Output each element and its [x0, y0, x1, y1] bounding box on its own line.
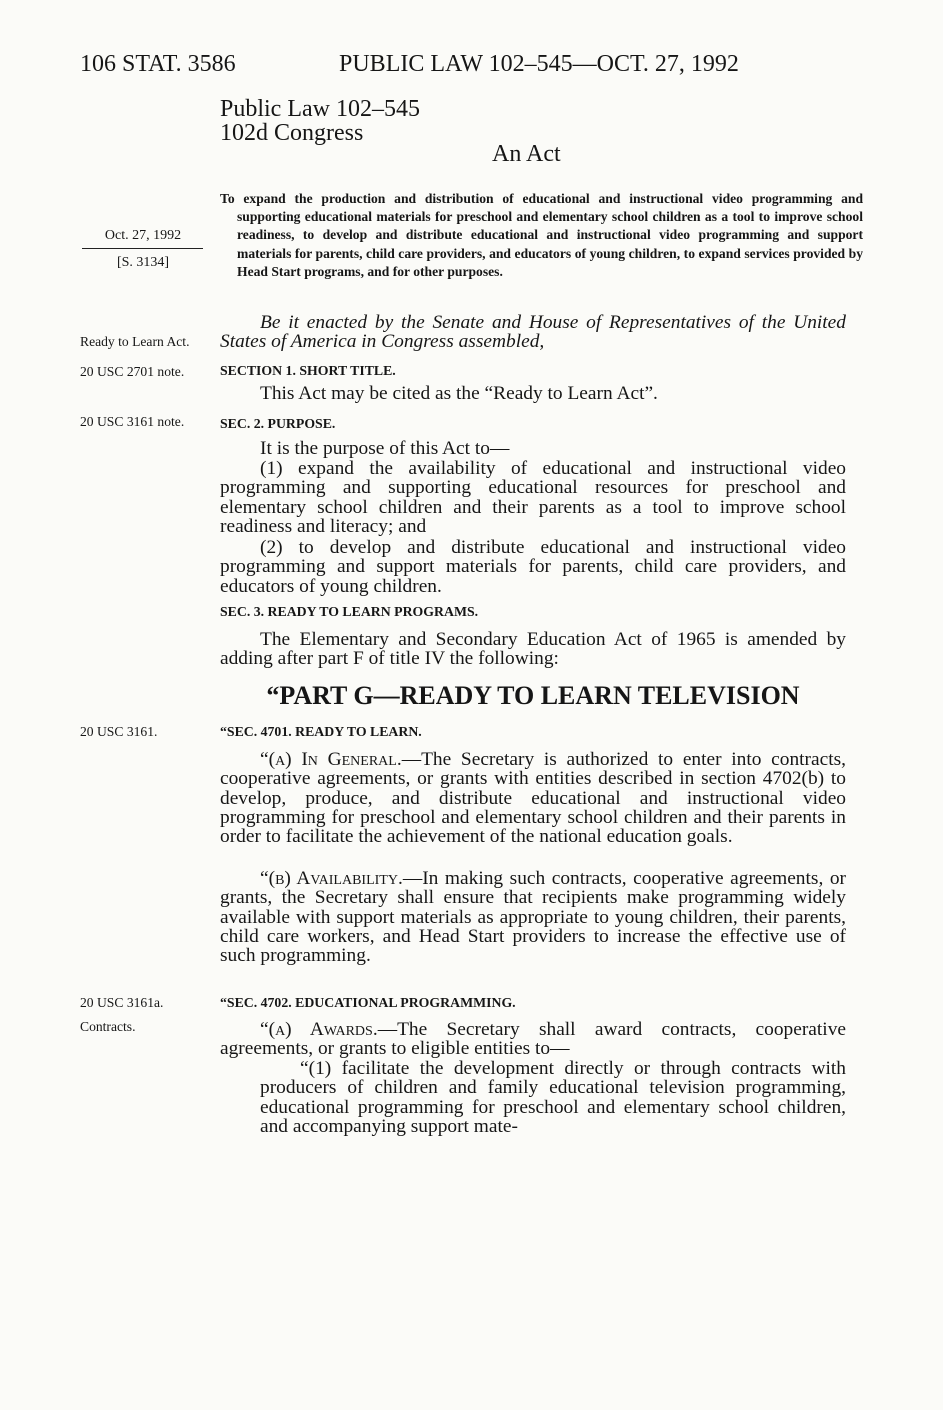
section-2-item-1: (1) expand the availability of educational and instructional video programming and supporting educational resources for preschool and elementary school children and their parents as a tool to improve school readiness and literacy; and	[220, 458, 846, 537]
section-1-heading: SECTION 1. SHORT TITLE.	[220, 363, 396, 378]
section-2-heading: SEC. 2. PURPOSE.	[220, 416, 336, 431]
section-1-text: This Act may be cited as the “Ready to Learn Act”.	[260, 383, 658, 404]
section-4701-a	[220, 750, 846, 846]
margin-note-ready-to-learn: Ready to Learn Act.	[80, 334, 190, 349]
section-4701-b	[220, 869, 846, 965]
section-4702-a	[220, 1020, 846, 1059]
part-g-title: “PART G—READY TO LEARN TELEVISION	[266, 681, 800, 710]
section-4702-a-label: “(a) Awards.	[260, 1019, 378, 1040]
section-2-intro: It is the purpose of this Act to—	[260, 438, 510, 459]
long-title: To expand the production and distribution of educational and instructional video programming and supporting educational materials for preschool and elementary school children as a tool to improve school readiness, to develop and distribute educational and instructional video programming and support materials for parents, child care providers, and educators of young children, to expand services provided by Head Start programs, and for other purposes.	[220, 191, 863, 279]
margin-note-contracts: Contracts.	[80, 1019, 136, 1034]
margin-rule	[82, 248, 203, 249]
section-3-heading: SEC. 3. READY TO LEARN PROGRAMS.	[220, 604, 479, 619]
congress-label: 102d Congress	[220, 120, 364, 146]
section-4701-heading: “SEC. 4701. READY TO LEARN.	[220, 724, 422, 739]
section-4702-a-text: —The Secretary shall award contracts, cooperative agreements, or grants to eligible entities to—	[220, 1019, 846, 1060]
margin-note-usc-3161: 20 USC 3161.	[80, 724, 158, 739]
section-4701-a-label: “(a) In General.	[260, 749, 402, 770]
margin-note-usc-2701: 20 USC 2701 note.	[80, 364, 185, 379]
margin-bill-number: [S. 3134]	[116, 255, 170, 270]
page-stat-number: 106 STAT. 3586	[80, 51, 236, 77]
section-4702-heading: “SEC. 4702. EDUCATIONAL PROGRAMMING.	[220, 995, 516, 1010]
running-head: PUBLIC LAW 102–545—OCT. 27, 1992	[339, 51, 739, 77]
section-4701-a-text: —The Secretary is authorized to enter into contracts, cooperative agreements, or grants with entities described in section 4702(b) to develop, produce, and distribute educational and instructional video programming for preschool and elementary school children and their parents in order to facilitate the achievement of the national education goals.	[220, 749, 846, 848]
section-4702-item-1: “(1) facilitate the development directly or through contracts with producers of children and family educational television programming, educational programming for preschool and elementary school children, and accompanying support mate-	[260, 1058, 846, 1137]
act-label: An Act	[492, 141, 561, 167]
section-4701-b-label: “(b) Availability.	[260, 868, 403, 889]
section-2-item-2: (2) to develop and distribute educational and instructional video programming and support materials for parents, child care providers, and educators of young children.	[220, 537, 846, 597]
section-3-text: The Elementary and Secondary Education Act of 1965 is amended by adding after part F of title IV the following:	[220, 629, 846, 670]
section-4701-b-text: —In making such contracts, cooperative agreements, or grants, the Secretary shall ensure that recipients make programming widely available with support materials as appropriate to young children, their parents, child care workers, and Head Start providers to increase the effective use of such programming.	[220, 868, 847, 967]
law-number: Public Law 102–545	[220, 96, 420, 122]
margin-date: Oct. 27, 1992	[104, 228, 182, 243]
enacting-clause: Be it enacted by the Senate and House of Representatives of the United States of America in Congress assembled,	[220, 312, 846, 353]
margin-note-usc-3161a: 20 USC 3161a.	[80, 995, 164, 1010]
margin-note-usc-3161-note: 20 USC 3161 note.	[80, 414, 185, 429]
